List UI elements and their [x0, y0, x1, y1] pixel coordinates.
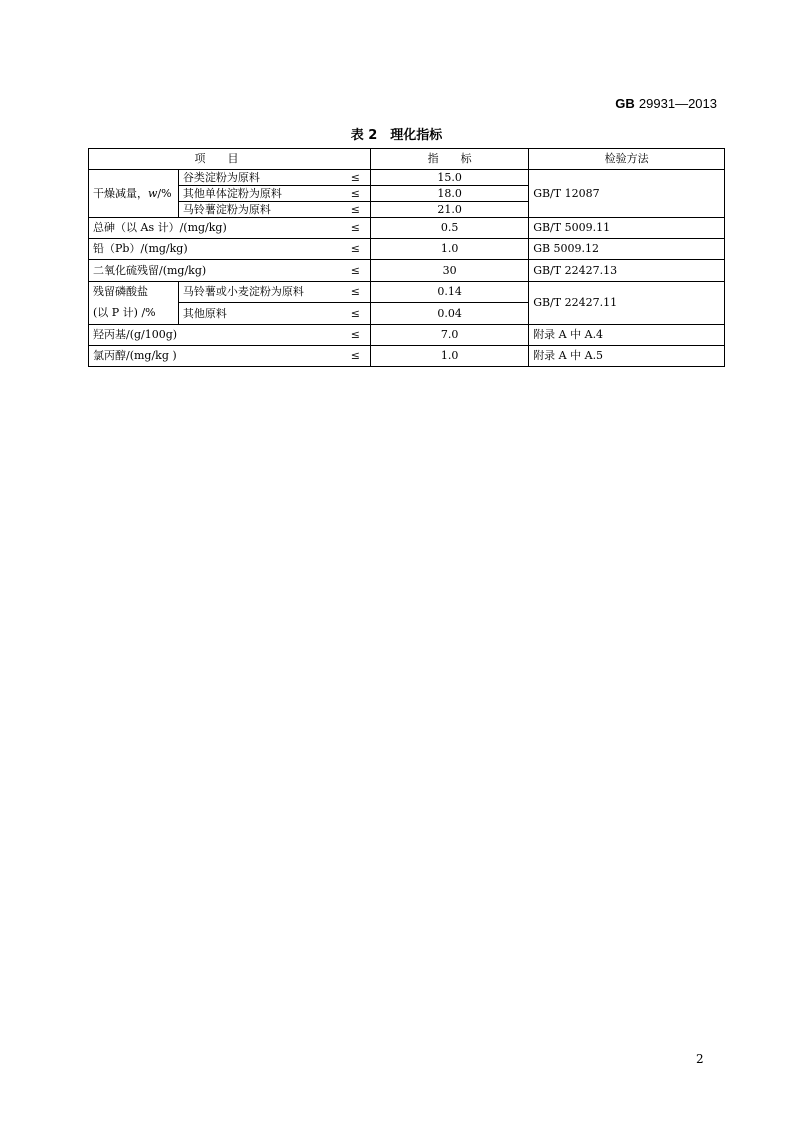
table-row	[89, 239, 725, 260]
header-value: 指 标	[370, 149, 528, 170]
sub-item: 其他原料	[178, 303, 344, 325]
value-cell: 21.0	[370, 202, 528, 218]
value-cell: 0.5	[370, 218, 528, 239]
header-le-blank	[344, 149, 370, 170]
item-unit: /%	[157, 186, 172, 200]
standard-code	[615, 96, 717, 112]
value-cell: 1.0	[370, 346, 528, 367]
sub-item: 谷类淀粉为原料	[178, 170, 344, 186]
le-symbol: ≤	[344, 170, 370, 186]
value-cell: 7.0	[370, 325, 528, 346]
method-cell: 附录 A 中 A.5	[529, 346, 725, 367]
value-cell: 15.0	[370, 170, 528, 186]
method-cell: 附录 A 中 A.4	[529, 325, 725, 346]
table-row	[89, 325, 725, 346]
value-cell: 0.04	[370, 303, 528, 325]
le-symbol: ≤	[344, 303, 370, 325]
method-cell: GB/T 5009.11	[529, 218, 725, 239]
value-cell: 1.0	[370, 239, 528, 260]
le-symbol: ≤	[344, 202, 370, 218]
standard-number: 29931—2013	[638, 96, 717, 111]
value-cell: 30	[370, 260, 528, 282]
item-cell-line2: (以 P 计) /%	[89, 303, 179, 325]
le-symbol: ≤	[344, 282, 370, 303]
table-row	[89, 282, 725, 303]
item-label: 干燥减量，	[93, 186, 148, 200]
table-row	[89, 346, 725, 367]
le-symbol: ≤	[344, 346, 370, 367]
method-cell: GB/T 12087	[529, 170, 725, 218]
le-symbol: ≤	[344, 186, 370, 202]
table-row	[89, 170, 725, 186]
item-cell: 羟丙基/(g/100g)	[89, 325, 345, 346]
sub-item: 其他单体淀粉为原料	[178, 186, 344, 202]
table-title: 表 2 理化指标	[350, 128, 443, 143]
le-symbol: ≤	[344, 325, 370, 346]
sub-item: 马铃薯淀粉为原料	[178, 202, 344, 218]
item-cell-line1: 残留磷酸盐	[89, 282, 179, 303]
method-cell: GB 5009.12	[529, 239, 725, 260]
standard-prefix: GB	[615, 96, 635, 111]
method-cell: GB/T 22427.13	[529, 260, 725, 282]
item-var: w	[148, 186, 158, 200]
sub-item: 马铃薯或小麦淀粉为原料	[178, 282, 344, 303]
header-method: 检验方法	[529, 149, 725, 170]
item-drying-loss	[89, 170, 179, 218]
le-symbol: ≤	[344, 260, 370, 282]
item-cell: 铅（Pb）/(mg/kg)	[89, 239, 345, 260]
physicochemical-table	[88, 148, 725, 367]
value-cell: 0.14	[370, 282, 528, 303]
page-number: 2	[696, 1052, 704, 1066]
item-cell: 总砷（以 As 计）/(mg/kg)	[89, 218, 345, 239]
le-symbol: ≤	[344, 239, 370, 260]
item-cell: 氯丙醇/(mg/kg )	[89, 346, 345, 367]
table-row	[89, 218, 725, 239]
le-symbol: ≤	[344, 218, 370, 239]
header-item: 项 目	[89, 149, 345, 170]
table-header-row	[89, 149, 725, 170]
value-cell: 18.0	[370, 186, 528, 202]
method-cell: GB/T 22427.11	[529, 282, 725, 325]
table-row	[89, 260, 725, 282]
item-cell: 二氧化硫残留/(mg/kg)	[89, 260, 345, 282]
